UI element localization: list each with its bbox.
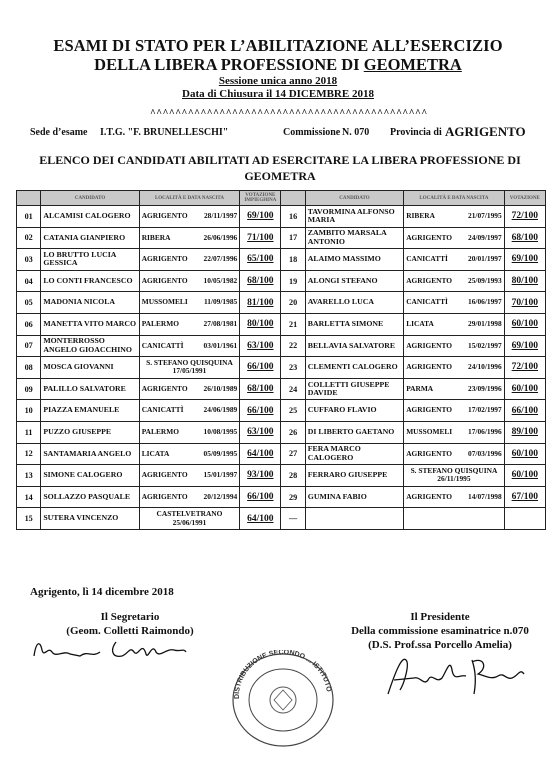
secretary-title: Il Segretario [100, 611, 160, 623]
candidate-number: 17 [281, 227, 305, 249]
candidate-number: 28 [281, 465, 305, 487]
birth-place: AGRIGENTO [141, 211, 188, 221]
svg-text:DISTRIBUZIONE SECONDO ... ISTI [234, 650, 332, 699]
candidate-vote [504, 421, 545, 443]
birth-date: 17/02/1997 [468, 405, 502, 415]
birth-left [139, 249, 240, 271]
candidate-number: 10 [17, 400, 41, 422]
vote-value: 69/100 [511, 254, 539, 265]
seat-value: I.T.G. "F. BRUNELLESCHI" [100, 127, 229, 138]
candidate-number: 02 [17, 227, 41, 249]
table-row [17, 206, 546, 228]
birth-place: CANICATTÌ [406, 297, 448, 307]
commission-value: N. 070 [342, 127, 370, 138]
birth-right [404, 206, 505, 228]
candidate-vote [240, 421, 281, 443]
birth-place: RIBERA [141, 232, 171, 242]
province-value: AGRIGENTO [445, 124, 526, 139]
vote-value: 66/100 [247, 362, 274, 373]
table-row [17, 465, 546, 487]
table-row [17, 508, 546, 530]
candidate-name: SANTAMARIA ANGELO [41, 443, 139, 465]
candidate-vote [504, 249, 545, 271]
birth-place: LICATA [406, 319, 434, 329]
candidate-name: COLLETTI GIUSEPPE DAVIDE [305, 378, 403, 400]
birth-right [404, 335, 505, 357]
stamp-text: DISTRIBUZIONE SECONDO ... ISTITUTO [233, 650, 332, 699]
candidate-name: CLEMENTI CALOGERO [305, 357, 403, 379]
birth-date: 05/09/1995 [203, 448, 238, 458]
birth-date: 20/01/1997 [468, 254, 502, 264]
header-candidate-left: CANDIDATO [41, 191, 139, 206]
candidate-vote [504, 400, 545, 422]
birth-place: RIBERA [406, 211, 435, 221]
vote-value: 72/100 [511, 362, 539, 373]
vote-value: 66/100 [247, 492, 274, 503]
birth-place: LICATA [141, 448, 170, 458]
birth-date: 25/09/1993 [468, 275, 502, 285]
candidate-vote [504, 357, 545, 379]
birth-right [404, 378, 505, 400]
birth-date: 26/11/1995 [437, 474, 471, 484]
table-row [17, 313, 546, 335]
header-birth-left: LOCALITÀ E DATA NASCITA [139, 191, 240, 206]
birth-date: 22/07/1996 [203, 254, 238, 264]
vote-value: 60/100 [511, 319, 539, 330]
candidate-name: ALONGI STEFANO [305, 270, 403, 292]
vote-value: 64/100 [247, 448, 274, 459]
candidate-name: ALCAMISI CALOGERO [41, 206, 139, 228]
vote-value: 93/100 [247, 470, 274, 481]
vote-value: 60/100 [511, 384, 539, 395]
header-number-right [281, 191, 305, 206]
candidate-name: CUFFARO FLAVIO [305, 400, 403, 422]
birth-place: PALERMO [141, 319, 179, 329]
candidate-name: ZAMBITO MARSALA ANTONIO [305, 227, 403, 249]
candidate-name: GUMINA FABIO [305, 486, 403, 508]
candidate-number: 23 [281, 357, 305, 379]
candidate-vote [504, 335, 545, 357]
candidate-number: 26 [281, 421, 305, 443]
secretary-signature [30, 636, 190, 666]
candidate-name: FERA MARCO CALOGERO [305, 443, 403, 465]
official-stamp [228, 650, 338, 750]
birth-right [404, 292, 505, 314]
birth-right [404, 270, 505, 292]
candidate-number: 12 [17, 443, 41, 465]
birth-left [139, 400, 240, 422]
vote-value: 63/100 [247, 427, 274, 438]
candidate-vote [240, 227, 281, 249]
candidate-vote [240, 335, 281, 357]
vote-value: 71/100 [247, 232, 274, 243]
birth-left [139, 292, 240, 314]
table-row [17, 357, 546, 379]
candidate-vote [240, 206, 281, 228]
birth-place: MUSSOMELI [141, 297, 188, 307]
birth-place: AGRIGENTO [141, 470, 188, 480]
candidate-name: MANETTA VITO MARCO [41, 313, 139, 335]
candidate-vote [504, 227, 545, 249]
birth-date: 21/07/1995 [468, 211, 502, 221]
birth-place: AGRIGENTO [406, 340, 453, 350]
birth-left [139, 465, 240, 487]
vote-value: 64/100 [247, 513, 274, 524]
vote-value: 66/100 [247, 405, 274, 416]
birth-left [139, 378, 240, 400]
birth-place: CANICATTÌ [141, 405, 184, 415]
seat-label: Sede d’esame [30, 127, 88, 138]
birth-right [404, 227, 505, 249]
vote-value: 68/100 [247, 276, 274, 287]
birth-place: CASTELVETRANO [156, 509, 223, 519]
candidate-name: PALILLO SALVATORE [41, 378, 139, 400]
table-row [17, 227, 546, 249]
vote-value: 69/100 [247, 211, 274, 222]
candidate-number: 14 [17, 486, 41, 508]
table-row [17, 486, 546, 508]
birth-left [139, 270, 240, 292]
table-row [17, 443, 546, 465]
vote-value: 81/100 [247, 297, 274, 308]
candidate-name: ALAIMO MASSIMO [305, 249, 403, 271]
birth-date: 17/06/1996 [468, 426, 502, 436]
president-role: Della commissione esaminatrice n.070 [351, 625, 529, 637]
candidate-number: 16 [281, 206, 305, 228]
birth-right [404, 421, 505, 443]
candidate-number: 22 [281, 335, 305, 357]
birth-date: 24/09/1997 [468, 232, 502, 242]
candidate-name: FERRARO GIUSEPPE [305, 465, 403, 487]
birth-left [139, 421, 240, 443]
candidate-number: 11 [17, 421, 41, 443]
president-signature [380, 650, 530, 700]
birth-right [404, 400, 505, 422]
candidate-number: 21 [281, 313, 305, 335]
title-line-2-prefix: DELLA LIBERA PROFESSIONE DI [94, 55, 364, 74]
president-name: (D.S. Prof.ssa Porcello Amelia) [368, 639, 512, 651]
vote-value: 70/100 [511, 297, 539, 308]
candidate-vote [240, 270, 281, 292]
candidate-number: 29 [281, 486, 305, 508]
table-row [17, 335, 546, 357]
birth-date: 10/05/1982 [203, 275, 238, 285]
caret-divider: ^^^^^^^^^^^^^^^^^^^^^^^^^^^^^^^^^^^^^^^^^^^^ [150, 108, 428, 119]
title-line-2 [0, 55, 556, 75]
birth-place: AGRIGENTO [406, 448, 453, 458]
vote-value: 68/100 [511, 232, 539, 243]
birth-date: 15/02/1997 [468, 340, 502, 350]
closing-date: Data di Chiusura il 14 DICEMBRE 2018 [182, 88, 374, 100]
candidate-name: LO CONTI FRANCESCO [41, 270, 139, 292]
candidate-number: 05 [17, 292, 41, 314]
birth-place: AGRIGENTO [141, 275, 188, 285]
header-vote-right: VOTAZIONE [504, 191, 545, 206]
birth-date: 20/12/1994 [203, 491, 238, 501]
candidate-name: MOSCA GIOVANNI [41, 357, 139, 379]
vote-value: 60/100 [511, 448, 539, 459]
birth-date: 29/01/1998 [468, 319, 502, 329]
vote-value: 89/100 [511, 427, 539, 438]
birth-date: 15/01/1997 [203, 470, 238, 480]
candidate-name: MADONIA NICOLA [41, 292, 139, 314]
birth-date: 10/08/1995 [203, 426, 238, 436]
candidate-vote [504, 508, 545, 530]
birth-date: 28/11/1997 [203, 211, 238, 221]
candidate-name: AVARELLO LUCA [305, 292, 403, 314]
candidate-name: SUTERA VINCENZO [41, 508, 139, 530]
birth-date: 23/09/1996 [468, 383, 502, 393]
table-row [17, 400, 546, 422]
candidate-number: — [281, 508, 305, 530]
birth-left [139, 227, 240, 249]
birth-left [139, 443, 240, 465]
birth-place: AGRIGENTO [141, 491, 188, 501]
birth-place: AGRIGENTO [141, 383, 188, 393]
vote-value: 65/100 [247, 254, 274, 265]
candidate-vote [240, 249, 281, 271]
birth-date: 11/09/1985 [203, 297, 238, 307]
birth-right [404, 357, 505, 379]
candidate-name: TAVORMINA ALFONSO MARIA [305, 206, 403, 228]
candidate-number: 03 [17, 249, 41, 271]
candidate-number: 06 [17, 313, 41, 335]
birth-date: 24/10/1996 [468, 362, 502, 372]
vote-value: 69/100 [511, 340, 539, 351]
candidate-name: BARLETTA SIMONE [305, 313, 403, 335]
vote-value: 80/100 [247, 319, 274, 330]
candidate-number: 09 [17, 378, 41, 400]
candidate-vote [240, 378, 281, 400]
candidate-name: LO BRUTTO LUCIA GESSICA [41, 249, 139, 271]
candidate-vote [240, 443, 281, 465]
header-candidate-right: CANDIDATO [305, 191, 403, 206]
candidate-number: 27 [281, 443, 305, 465]
birth-place: PALERMO [141, 426, 179, 436]
birth-place: AGRIGENTO [406, 405, 453, 415]
candidate-name: DI LIBERTO GAETANO [305, 421, 403, 443]
province-label: Provincia di [390, 127, 442, 138]
birth-right [404, 508, 505, 530]
candidate-name: SOLLAZZO PASQUALE [41, 486, 139, 508]
vote-value: 63/100 [247, 340, 274, 351]
candidate-vote [240, 465, 281, 487]
list-title: ELENCO DEI CANDIDATI ABILITATI AD ESERCITARE LA LIBERA PROFESSIONE DI GEOMETRA [39, 153, 521, 183]
candidate-vote [504, 465, 545, 487]
candidate-number: 25 [281, 400, 305, 422]
candidate-number: 01 [17, 206, 41, 228]
place-date: Agrigento, lì 14 dicembre 2018 [30, 586, 174, 598]
birth-date: 26/10/1989 [203, 383, 238, 393]
table-row [17, 249, 546, 271]
birth-place: AGRIGENTO [406, 491, 453, 501]
candidate-vote [504, 292, 545, 314]
candidate-vote [240, 357, 281, 379]
commission-label: Commissione [283, 127, 341, 138]
secretary-block [60, 610, 200, 638]
table-header-row [17, 191, 546, 206]
president-block [340, 610, 540, 652]
birth-right [404, 313, 505, 335]
table-row [17, 421, 546, 443]
birth-date: 26/06/1996 [203, 232, 238, 242]
birth-date: 24/06/1989 [203, 405, 238, 415]
table-row [17, 292, 546, 314]
candidate-vote [240, 292, 281, 314]
candidate-vote [504, 313, 545, 335]
profession-name: GEOMETRA [363, 55, 462, 74]
candidate-number: 04 [17, 270, 41, 292]
vote-value: 68/100 [247, 384, 274, 395]
candidate-number: 20 [281, 292, 305, 314]
candidates-table [16, 190, 546, 530]
header-vote-left: VOTAZIONE IMPIEGHINA [240, 191, 281, 206]
secretary-name: (Geom. Colletti Raimondo) [66, 625, 194, 637]
birth-place: PARMA [406, 383, 434, 393]
birth-date: 16/06/1997 [468, 297, 502, 307]
birth-left [139, 206, 240, 228]
candidate-number: 07 [17, 335, 41, 357]
session-line: Sessione unica anno 2018 [218, 75, 338, 87]
birth-right [404, 465, 505, 487]
candidate-vote [240, 400, 281, 422]
birth-place: S. STEFANO QUISQUINA [146, 357, 233, 367]
vote-value: 80/100 [511, 276, 539, 287]
birth-date: 25/06/1991 [172, 517, 207, 527]
candidate-number: 19 [281, 270, 305, 292]
candidate-name: SIMONE CALOGERO [41, 465, 139, 487]
table-row [17, 270, 546, 292]
birth-place: MUSSOMELI [406, 426, 453, 436]
candidate-name: PUZZO GIUSEPPE [41, 421, 139, 443]
header-birth-right: LOCALITÀ E DATA NASCITA [404, 191, 505, 206]
birth-left [139, 486, 240, 508]
birth-place: CANICATTÌ [406, 254, 448, 264]
birth-place: CANICATTÌ [141, 340, 184, 350]
birth-date: 03/01/1961 [203, 340, 238, 350]
vote-value: 67/100 [511, 492, 539, 503]
birth-date: 14/07/1998 [468, 491, 502, 501]
president-title: Il Presidente [410, 611, 470, 623]
header-number [17, 191, 41, 206]
birth-right [404, 249, 505, 271]
birth-left [139, 508, 240, 530]
candidate-vote [240, 508, 281, 530]
birth-place: AGRIGENTO [406, 362, 453, 372]
birth-right [404, 486, 505, 508]
birth-date: 07/03/1996 [468, 448, 502, 458]
candidate-number: 15 [17, 508, 41, 530]
candidate-vote [504, 443, 545, 465]
candidate-name: CATANIA GIANPIERO [41, 227, 139, 249]
birth-left [139, 313, 240, 335]
birth-left [139, 335, 240, 357]
candidate-vote [504, 270, 545, 292]
vote-value: 66/100 [511, 405, 539, 416]
candidate-number: 08 [17, 357, 41, 379]
birth-place: AGRIGENTO [406, 275, 453, 285]
candidate-name [305, 508, 403, 530]
candidate-name: MONTERROSSO ANGELO GIOACCHINO [41, 335, 139, 357]
vote-value: 72/100 [511, 211, 539, 222]
candidate-vote [504, 378, 545, 400]
candidate-number: 24 [281, 378, 305, 400]
title-line-1: ESAMI DI STATO PER L’ABILITAZIONE ALL’ESERCIZIO [53, 36, 503, 55]
candidate-vote [504, 206, 545, 228]
birth-place: AGRIGENTO [406, 232, 453, 242]
candidate-number: 13 [17, 465, 41, 487]
candidate-number: 18 [281, 249, 305, 271]
birth-left [139, 357, 240, 379]
vote-value: 60/100 [511, 470, 539, 481]
candidate-name: BELLAVIA SALVATORE [305, 335, 403, 357]
birth-date: 17/05/1991 [172, 366, 207, 376]
birth-place: AGRIGENTO [141, 254, 188, 264]
candidate-vote [240, 313, 281, 335]
birth-date: 27/08/1981 [203, 319, 238, 329]
candidate-name: PIAZZA EMANUELE [41, 400, 139, 422]
birth-place: S. STEFANO QUISQUINA [410, 465, 498, 475]
candidate-vote [504, 486, 545, 508]
birth-right [404, 443, 505, 465]
table-row [17, 378, 546, 400]
candidate-vote [240, 486, 281, 508]
